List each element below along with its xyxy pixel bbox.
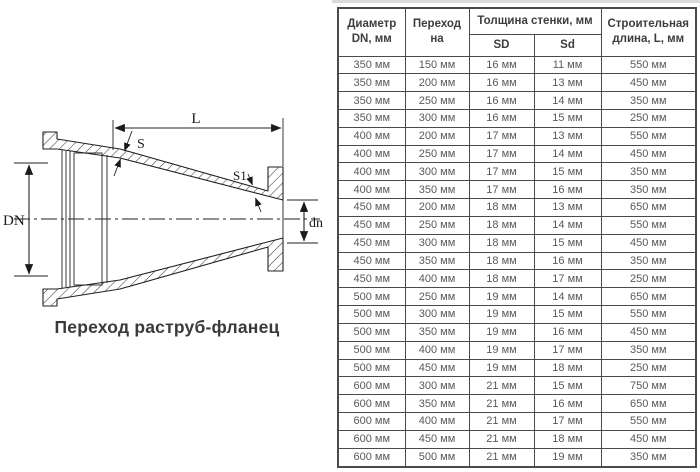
table-cell: 21 мм (469, 430, 534, 448)
table-cell: 16 мм (534, 395, 601, 413)
crop-edge-artifact (332, 0, 700, 3)
table-cell: 500 мм (338, 323, 405, 341)
table-row (338, 216, 696, 234)
table-cell: 13 мм (534, 127, 601, 145)
table-cell: 15 мм (534, 163, 601, 181)
table-cell: 18 мм (469, 199, 534, 217)
header-sd-inner: Sd (534, 34, 601, 56)
upper-wall-section (43, 132, 283, 200)
table-cell: 350 мм (601, 181, 696, 199)
table-cell: 600 мм (338, 413, 405, 431)
table-cell: 450 мм (405, 359, 469, 377)
table-row (338, 199, 696, 217)
table-cell: 550 мм (601, 306, 696, 324)
table-cell: 350 мм (338, 92, 405, 110)
table-cell: 350 мм (601, 341, 696, 359)
table-cell: 500 мм (338, 306, 405, 324)
header-length: Строительная длина, L, мм (601, 8, 696, 56)
drawing-panel (0, 0, 335, 472)
label-DN: DN (3, 213, 25, 229)
table-cell: 350 мм (405, 181, 469, 199)
table-row (338, 430, 696, 448)
table-row (338, 448, 696, 467)
label-dn: dn (309, 216, 323, 231)
table-cell: 550 мм (601, 56, 696, 74)
table-cell: 450 мм (338, 199, 405, 217)
table-cell: 16 мм (469, 109, 534, 127)
table-cell: 400 мм (338, 163, 405, 181)
table-cell: 19 мм (534, 448, 601, 467)
table-cell: 16 мм (469, 92, 534, 110)
table-cell: 18 мм (469, 270, 534, 288)
table-row (338, 145, 696, 163)
table-cell: 14 мм (534, 288, 601, 306)
dimensions-table (337, 7, 697, 468)
table-cell: 200 мм (405, 74, 469, 92)
table-cell: 18 мм (534, 430, 601, 448)
table-cell: 17 мм (469, 145, 534, 163)
table-cell: 500 мм (405, 448, 469, 467)
table-cell: 400 мм (405, 341, 469, 359)
table-cell: 550 мм (601, 216, 696, 234)
table-cell: 550 мм (601, 413, 696, 431)
table-cell: 18 мм (534, 359, 601, 377)
table-cell: 19 мм (469, 341, 534, 359)
table-cell: 350 мм (601, 163, 696, 181)
table-cell: 550 мм (601, 127, 696, 145)
label-L: L (191, 111, 201, 127)
table-cell: 500 мм (338, 359, 405, 377)
table-cell: 300 мм (405, 377, 469, 395)
table-cell: 450 мм (338, 216, 405, 234)
table-cell: 17 мм (469, 163, 534, 181)
table-cell: 300 мм (405, 306, 469, 324)
table-cell: 250 мм (601, 270, 696, 288)
table-row (338, 341, 696, 359)
table-cell: 500 мм (338, 288, 405, 306)
table-cell: 350 мм (601, 252, 696, 270)
table-cell: 19 мм (469, 288, 534, 306)
table-row (338, 270, 696, 288)
table-cell: 750 мм (601, 377, 696, 395)
table-cell: 16 мм (469, 74, 534, 92)
lower-wall-section (43, 238, 283, 306)
table-cell: 650 мм (601, 395, 696, 413)
table-cell: 16 мм (534, 181, 601, 199)
table-cell: 14 мм (534, 216, 601, 234)
table-row (338, 92, 696, 110)
table-cell: 250 мм (405, 145, 469, 163)
table-cell: 450 мм (601, 234, 696, 252)
table-cell: 350 мм (405, 252, 469, 270)
header-diameter: Диаметр DN, мм (338, 8, 405, 56)
table-cell: 600 мм (338, 395, 405, 413)
table-cell: 21 мм (469, 395, 534, 413)
table-cell: 14 мм (534, 92, 601, 110)
table-cell: 250 мм (601, 359, 696, 377)
table-cell: 200 мм (405, 127, 469, 145)
table-cell: 13 мм (534, 74, 601, 92)
table-cell: 300 мм (405, 163, 469, 181)
table-row (338, 234, 696, 252)
table-cell: 17 мм (469, 127, 534, 145)
table-cell: 650 мм (601, 288, 696, 306)
table-cell: 400 мм (405, 270, 469, 288)
dimensions-table-body (338, 56, 696, 467)
table-cell: 15 мм (534, 109, 601, 127)
table-cell: 500 мм (338, 341, 405, 359)
table-cell: 450 мм (338, 270, 405, 288)
table-cell: 350 мм (338, 109, 405, 127)
table-row (338, 377, 696, 395)
table-cell: 18 мм (469, 216, 534, 234)
table-row (338, 56, 696, 74)
table-cell: 19 мм (469, 359, 534, 377)
drawing-caption: Переход раструб-фланец (54, 317, 280, 337)
table-cell: 250 мм (405, 92, 469, 110)
table-row (338, 323, 696, 341)
table-cell: 200 мм (405, 199, 469, 217)
table-cell: 250 мм (405, 216, 469, 234)
table-cell: 350 мм (405, 323, 469, 341)
header-wall-thickness: Толщина стенки, мм (469, 8, 601, 34)
table-cell: 650 мм (601, 199, 696, 217)
table-cell: 450 мм (601, 430, 696, 448)
table-cell: 250 мм (601, 109, 696, 127)
table-row (338, 252, 696, 270)
table-cell: 300 мм (405, 234, 469, 252)
table-row (338, 109, 696, 127)
dimension-dn (287, 200, 323, 243)
table-cell: 14 мм (534, 145, 601, 163)
table-cell: 150 мм (405, 56, 469, 74)
table-cell: 350 мм (601, 92, 696, 110)
table-cell: 21 мм (469, 377, 534, 395)
table-cell: 600 мм (338, 448, 405, 467)
table-cell: 250 мм (405, 288, 469, 306)
table-cell: 450 мм (338, 252, 405, 270)
table-cell: 17 мм (534, 270, 601, 288)
table-cell: 300 мм (405, 109, 469, 127)
table-cell: 400 мм (338, 127, 405, 145)
table-row (338, 163, 696, 181)
table-cell: 19 мм (469, 306, 534, 324)
table-row (338, 74, 696, 92)
table-cell: 600 мм (338, 377, 405, 395)
table-cell: 17 мм (534, 413, 601, 431)
table-cell: 450 мм (601, 323, 696, 341)
table-cell: 350 мм (338, 74, 405, 92)
table-cell: 350 мм (601, 448, 696, 467)
table-cell: 350 мм (405, 395, 469, 413)
table-cell: 11 мм (534, 56, 601, 74)
table-row (338, 288, 696, 306)
table-cell: 18 мм (469, 234, 534, 252)
table-cell: 16 мм (469, 56, 534, 74)
table-row (338, 359, 696, 377)
table-cell: 17 мм (534, 341, 601, 359)
table-cell: 15 мм (534, 234, 601, 252)
table-row (338, 181, 696, 199)
table-cell: 15 мм (534, 377, 601, 395)
header-transition: Переход на (405, 8, 469, 56)
table-cell: 450 мм (338, 234, 405, 252)
label-S: S (137, 137, 145, 152)
table-cell: 17 мм (469, 181, 534, 199)
table-cell: 13 мм (534, 199, 601, 217)
table-cell: 350 мм (338, 56, 405, 74)
table-cell: 450 мм (405, 430, 469, 448)
table-cell: 450 мм (601, 145, 696, 163)
table-cell: 600 мм (338, 430, 405, 448)
table-cell: 400 мм (338, 181, 405, 199)
table-cell: 16 мм (534, 252, 601, 270)
table-header (338, 8, 696, 56)
reducer-drawing (0, 0, 335, 315)
table-row (338, 127, 696, 145)
table-cell: 18 мм (469, 252, 534, 270)
header-sd-outer: SD (469, 34, 534, 56)
table-cell: 400 мм (405, 413, 469, 431)
label-S1: S1 (233, 168, 247, 183)
table-cell: 21 мм (469, 413, 534, 431)
table-row (338, 395, 696, 413)
dimension-DN (3, 163, 48, 276)
table-cell: 19 мм (469, 323, 534, 341)
table-row (338, 413, 696, 431)
table-cell: 450 мм (601, 74, 696, 92)
table-cell: 16 мм (534, 323, 601, 341)
table-cell: 15 мм (534, 306, 601, 324)
table-cell: 400 мм (338, 145, 405, 163)
table-row (338, 306, 696, 324)
table-cell: 21 мм (469, 448, 534, 467)
